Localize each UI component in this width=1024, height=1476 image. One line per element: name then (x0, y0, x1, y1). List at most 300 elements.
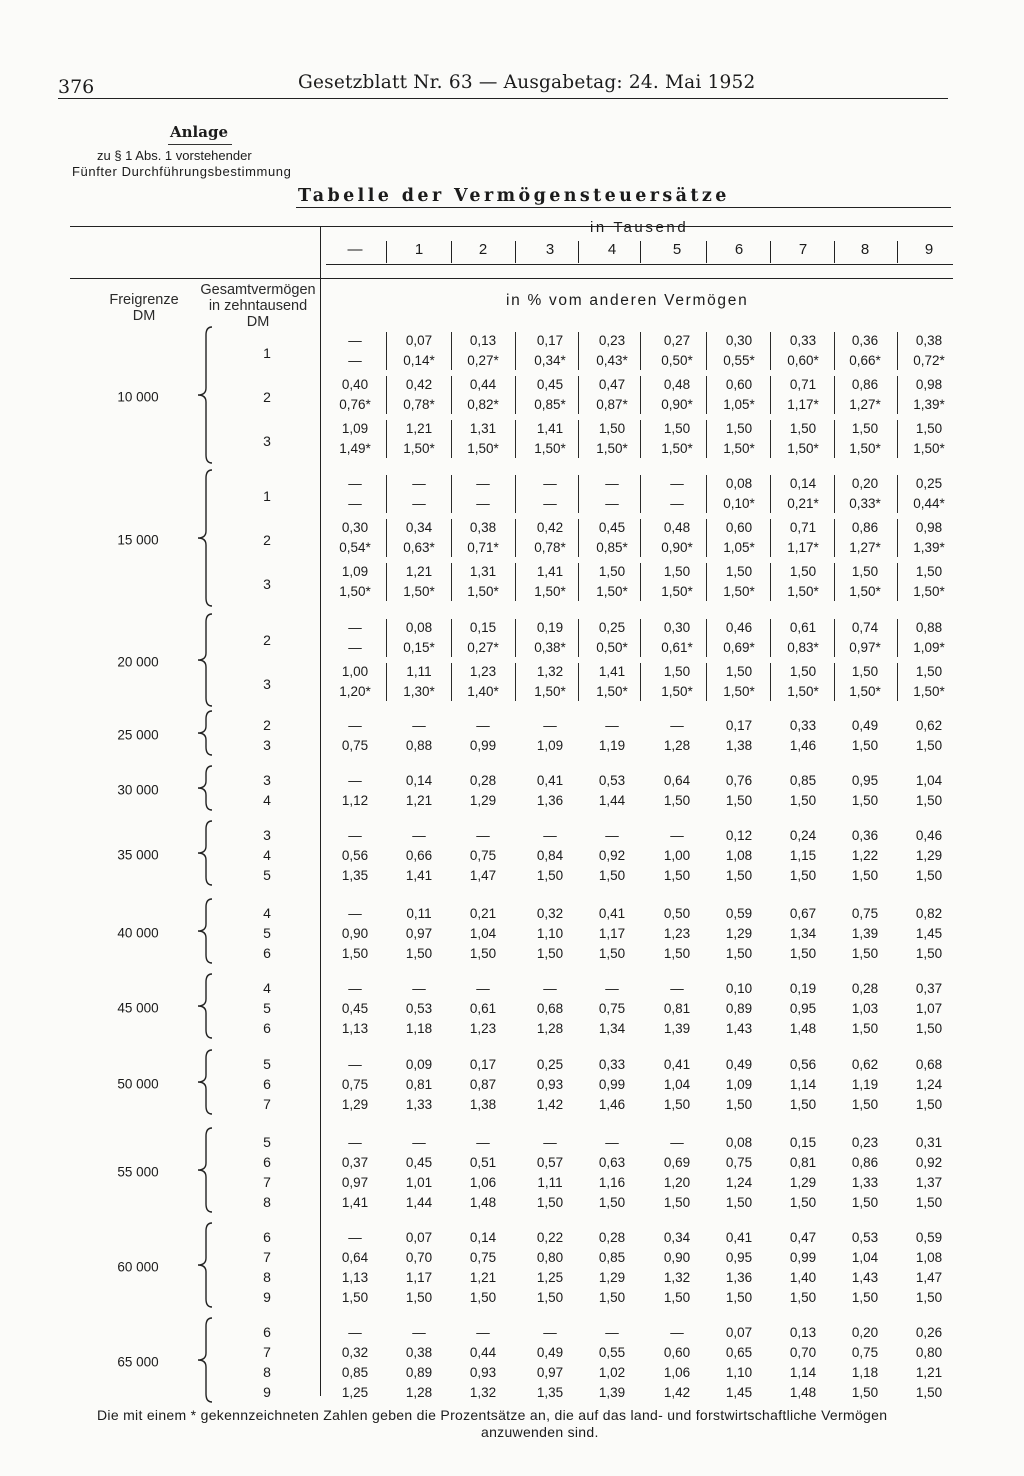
rate-cell: 1,23 (663, 926, 691, 941)
rate-value: 0,17 (536, 333, 564, 348)
rate-cell: 0,45 (405, 1155, 433, 1170)
rate-cell: 1,25 (341, 1385, 369, 1400)
rate-cell: 0,99 (789, 1250, 817, 1265)
rate-cell: 1,50 (663, 1195, 691, 1210)
gesamtvermoegen-value: 5 (263, 867, 271, 883)
gesamtvermoegen-value: 9 (263, 1384, 271, 1400)
rate-cell: 0,86 (851, 1155, 879, 1170)
rate-cell: 0,49 (851, 718, 879, 733)
rate-value: — (670, 476, 684, 491)
rate-cell: 1,17 (598, 926, 626, 941)
rate-value: 1,50 (725, 421, 753, 436)
column-header-separator (834, 241, 835, 263)
rate-cell: — (543, 828, 557, 843)
rate-cell: 1,47 (915, 1270, 943, 1285)
rate-cell: 0,93 (536, 1077, 564, 1092)
rate-cell: 0,75 (851, 906, 879, 921)
gesamtvermoegen-value: 8 (263, 1269, 271, 1285)
rate-cell: 0,90 (663, 1250, 691, 1265)
rate-cell (835, 662, 895, 702)
brace-path (198, 711, 212, 755)
rate-cell: 0,41 (663, 1057, 691, 1072)
rate-cell: 1,38 (725, 738, 753, 753)
rate-cell: 0,90 (341, 926, 369, 941)
rate-cell: 0,26 (915, 1325, 943, 1340)
rate-cell (582, 375, 642, 415)
rate-cell: 1,48 (789, 1021, 817, 1036)
rate-value: 0,78* (403, 397, 435, 412)
freigrenze-unit: DM (132, 308, 156, 324)
cell-separator (640, 420, 641, 458)
brace-path (198, 974, 212, 1038)
rate-cell: — (543, 1135, 557, 1150)
rate-cell: 1,28 (405, 1385, 433, 1400)
rate-value: 1,27* (849, 540, 881, 555)
gesamtvermoegen-value: 2 (263, 632, 271, 648)
gesamtvermoegen-value: 3 (263, 676, 271, 692)
rate-cell: 0,75 (341, 1077, 369, 1092)
rate-cell (899, 375, 959, 415)
rate-cell: — (670, 1135, 684, 1150)
brace-path (198, 1223, 212, 1307)
rate-cell: 1,42 (663, 1385, 691, 1400)
rate-cell (582, 474, 642, 514)
rate-cell (389, 562, 449, 602)
cell-separator (578, 420, 579, 458)
rate-cell: 0,25 (536, 1057, 564, 1072)
rate-value: 0,10* (723, 496, 755, 511)
rate-cell: 1,50 (915, 1021, 943, 1036)
gesamtvermoegen-value: 1 (263, 488, 271, 504)
rate-value: 0,45 (598, 520, 626, 535)
rate-cell: 1,24 (725, 1175, 753, 1190)
group-brace (192, 897, 214, 965)
rate-value: 1,50* (534, 684, 566, 699)
rate-cell: 0,80 (536, 1250, 564, 1265)
rate-cell: 0,38 (405, 1345, 433, 1360)
rate-cell: 1,50 (789, 1195, 817, 1210)
rate-cell: 0,50 (663, 906, 691, 921)
rate-cell: 1,50 (663, 946, 691, 961)
freigrenze-value: 60 000 (117, 1259, 159, 1275)
rate-cell: — (348, 1057, 362, 1072)
cell-separator (834, 563, 835, 601)
column-header: 6 (734, 241, 744, 258)
rate-cell (773, 375, 833, 415)
rate-cell: 0,11 (406, 906, 432, 921)
cell-separator (834, 663, 835, 701)
rate-cell (709, 375, 769, 415)
cell-separator (770, 619, 771, 657)
rate-value: 1,50 (915, 421, 943, 436)
rate-value: 0,61* (661, 640, 693, 655)
rate-value: 1,50 (851, 564, 879, 579)
rate-cell: 0,19 (789, 981, 817, 996)
cell-separator (834, 332, 835, 370)
cell-separator (515, 376, 516, 414)
rate-value: 0,82* (467, 397, 499, 412)
rate-cell: 1,42 (536, 1097, 564, 1112)
rate-cell: 0,99 (598, 1077, 626, 1092)
rate-cell: 1,50 (536, 1195, 564, 1210)
rate-cell: — (412, 1325, 426, 1340)
rate-cell (520, 331, 580, 371)
rate-cell (899, 562, 959, 602)
group-brace (192, 325, 214, 465)
rate-value: — (348, 620, 362, 635)
rate-cell: 1,04 (851, 1250, 879, 1265)
in-tausend-label: in Tausend (590, 219, 689, 236)
rate-cell: 1,50 (851, 793, 879, 808)
rate-value: 0,78* (534, 540, 566, 555)
gesamtvermoegen-label: Gesamtvermögen (200, 282, 316, 298)
cell-separator (770, 332, 771, 370)
freigrenze-value: 55 000 (117, 1164, 159, 1180)
cell-separator (770, 563, 771, 601)
rate-cell: 1,04 (469, 926, 497, 941)
brace-path (198, 614, 212, 706)
rate-cell (773, 331, 833, 371)
rate-value: 1,50 (663, 421, 691, 436)
brace-path (198, 766, 212, 810)
rate-value: 0,19 (536, 620, 564, 635)
cell-separator (897, 619, 898, 657)
cell-separator (515, 619, 516, 657)
cell-separator (578, 519, 579, 557)
rate-value: 0,07 (405, 333, 433, 348)
rate-value: 0,85* (596, 540, 628, 555)
rate-value: 1,41 (536, 564, 564, 579)
rate-value: 1,50 (598, 564, 626, 579)
rate-cell: 1,45 (915, 926, 943, 941)
title-rule (296, 207, 951, 208)
rate-value: 0,36 (851, 333, 879, 348)
rate-cell: 0,49 (725, 1057, 753, 1072)
rate-cell: 0,17 (469, 1057, 497, 1072)
cell-separator (770, 376, 771, 414)
rate-cell: 1,50 (851, 1385, 879, 1400)
cell-separator (515, 332, 516, 370)
rate-value: 0,27 (663, 333, 691, 348)
rate-value: 1,50 (663, 564, 691, 579)
rate-value: 0,71 (789, 520, 817, 535)
rate-cell: 0,64 (341, 1250, 369, 1265)
rate-value: 1,50* (913, 684, 945, 699)
rate-cell (389, 375, 449, 415)
rate-cell: 0,28 (598, 1230, 626, 1245)
rate-value: 1,50 (725, 664, 753, 679)
rate-cell: 0,07 (725, 1325, 753, 1340)
group-brace (192, 1221, 214, 1309)
brace-path (198, 1050, 212, 1114)
rate-value: 0,76* (339, 397, 371, 412)
rate-value: 0,87* (596, 397, 628, 412)
rate-cell (325, 331, 385, 371)
rate-cell: 0,33 (598, 1057, 626, 1072)
rate-cell: 1,50 (851, 1097, 879, 1112)
cell-separator (834, 619, 835, 657)
rate-cell: — (348, 906, 362, 921)
rate-cell (709, 618, 769, 658)
rate-cell: 0,69 (663, 1155, 691, 1170)
rate-value: 0,27* (467, 353, 499, 368)
rate-cell: 1,10 (536, 926, 564, 941)
cell-separator (451, 376, 452, 414)
rate-cell: 0,08 (725, 1135, 753, 1150)
page-number: 376 (58, 76, 95, 98)
column-header: 3 (545, 241, 555, 258)
rate-cell: 0,07 (405, 1230, 433, 1245)
rate-cell: 1,50 (789, 946, 817, 961)
rate-cell (709, 331, 769, 371)
rate-cell (582, 562, 642, 602)
group-brace (192, 1126, 214, 1214)
rate-value: 0,30 (725, 333, 753, 348)
rate-value: 1,39* (913, 397, 945, 412)
rate-value: 0,42 (536, 520, 564, 535)
rate-cell (389, 419, 449, 459)
rate-cell: 1,36 (536, 793, 564, 808)
rate-cell: 1,20 (663, 1175, 691, 1190)
rate-cell: 1,50 (725, 1195, 753, 1210)
rate-cell (453, 562, 513, 602)
rate-cell: 1,21 (915, 1365, 943, 1380)
rate-cell: 1,03 (851, 1001, 879, 1016)
cell-separator (706, 519, 707, 557)
rate-cell (520, 419, 580, 459)
rate-cell: 0,93 (469, 1365, 497, 1380)
rate-value: 1,50* (534, 584, 566, 599)
rate-value: 1,50* (339, 584, 371, 599)
rate-cell: 1,43 (725, 1021, 753, 1036)
rate-cell: 1,33 (851, 1175, 879, 1190)
rate-value: 1,32 (536, 664, 564, 679)
rate-cell: 0,67 (789, 906, 817, 921)
rate-cell: 1,40 (789, 1270, 817, 1285)
rate-value: 0,54* (339, 540, 371, 555)
rate-cell (647, 618, 707, 658)
gesamtvermoegen-value: 7 (263, 1249, 271, 1265)
brace-path (198, 1318, 212, 1402)
gesamtvermoegen-value: 8 (263, 1364, 271, 1380)
rate-value: 0,08 (725, 476, 753, 491)
annex-reference-line-1: zu § 1 Abs. 1 vorstehender (97, 148, 252, 163)
cell-separator (640, 332, 641, 370)
rate-value: 1,50 (915, 564, 943, 579)
rate-cell: 0,64 (663, 773, 691, 788)
rate-cell (773, 662, 833, 702)
rate-value: 1,09 (341, 421, 369, 436)
rate-cell: 1,12 (341, 793, 369, 808)
rate-cell: 0,32 (536, 906, 564, 921)
rate-cell: 0,20 (851, 1325, 879, 1340)
rate-cell: 1,22 (851, 848, 879, 863)
annex-title: Anlage (170, 123, 228, 141)
rate-cell: 1,19 (598, 738, 626, 753)
rate-cell (709, 518, 769, 558)
freigrenze-value: 65 000 (117, 1354, 159, 1370)
rate-cell: 0,84 (536, 848, 564, 863)
rate-value: 1,50* (661, 441, 693, 456)
rate-cell: — (476, 718, 490, 733)
rate-cell: 0,81 (789, 1155, 817, 1170)
rate-cell: 0,63 (598, 1155, 626, 1170)
rate-cell: 1,46 (789, 738, 817, 753)
rate-cell: 0,41 (536, 773, 564, 788)
rate-cell: 1,50 (341, 1290, 369, 1305)
rate-value: 0,60 (725, 377, 753, 392)
rate-value: 1,09* (913, 640, 945, 655)
column-header: 9 (924, 241, 934, 258)
rate-cell: 0,49 (536, 1345, 564, 1360)
rate-cell (647, 419, 707, 459)
rate-cell (835, 375, 895, 415)
rate-value: 1,27* (849, 397, 881, 412)
rate-cell: 0,56 (341, 848, 369, 863)
brace-path (198, 821, 212, 885)
rate-value: 0,90* (661, 397, 693, 412)
cell-separator (770, 663, 771, 701)
rate-cell (389, 474, 449, 514)
rate-cell (835, 474, 895, 514)
rate-cell: 1,50 (851, 946, 879, 961)
gesamtvermoegen-value: 3 (263, 772, 271, 788)
cell-separator (515, 519, 516, 557)
rate-cell (582, 419, 642, 459)
rate-value: 1,50 (851, 421, 879, 436)
cell-separator (770, 420, 771, 458)
rate-value: — (476, 476, 490, 491)
rate-cell: 1,11 (537, 1175, 563, 1190)
rate-cell: 1,47 (469, 868, 497, 883)
rate-cell: 0,14 (405, 773, 433, 788)
gesamtvermoegen-value: 3 (263, 576, 271, 592)
rate-cell (709, 419, 769, 459)
rate-cell: 1,29 (725, 926, 753, 941)
rate-cell: 1,04 (915, 773, 943, 788)
rate-cell: 0,82 (915, 906, 943, 921)
cell-separator (834, 519, 835, 557)
rate-cell: 0,36 (851, 828, 879, 843)
gesamtvermoegen-value: 2 (263, 389, 271, 405)
rate-cell (899, 662, 959, 702)
cell-separator (386, 420, 387, 458)
column-header-separator (578, 241, 579, 263)
rate-cell: 1,50 (598, 868, 626, 883)
cell-separator (451, 519, 452, 557)
rate-cell: 1,15 (789, 848, 817, 863)
group-brace (192, 764, 214, 812)
rate-cell: 0,41 (725, 1230, 753, 1245)
cell-separator (451, 475, 452, 513)
cell-separator (578, 663, 579, 701)
footnote (97, 1407, 977, 1441)
rate-cell: 1,39 (598, 1385, 626, 1400)
rate-value: 0,33 (789, 333, 817, 348)
rate-value: 1,50 (598, 421, 626, 436)
rate-value: 1,05* (723, 397, 755, 412)
rate-cell (773, 419, 833, 459)
rate-cell: 1,29 (789, 1175, 817, 1190)
gesamtvermoegen-value: 6 (263, 1076, 271, 1092)
rate-cell (835, 419, 895, 459)
gesamtvermoegen-value: 6 (263, 1324, 271, 1340)
rate-cell: 1,29 (341, 1097, 369, 1112)
rate-cell: 0,37 (915, 981, 943, 996)
rate-value: 1,21 (405, 421, 433, 436)
freigrenze-value: 25 000 (117, 727, 159, 743)
rate-value: 1,50* (661, 684, 693, 699)
cell-separator (770, 475, 771, 513)
rate-cell: — (348, 828, 362, 843)
rate-value: 1,50* (787, 584, 819, 599)
rate-cell: 0,75 (469, 848, 497, 863)
rate-cell (647, 518, 707, 558)
cell-separator (451, 563, 452, 601)
rate-value: 1,50 (663, 664, 691, 679)
gesamtvermoegen-value: 2 (263, 532, 271, 548)
rate-cell: 1,41 (405, 868, 433, 883)
group-brace (192, 972, 214, 1040)
rate-cell: 1,50 (789, 1290, 817, 1305)
rate-cell: 1,39 (851, 926, 879, 941)
gesamtvermoegen-value: 3 (263, 433, 271, 449)
rate-value: 0,42 (405, 377, 433, 392)
rate-value: — (670, 496, 684, 511)
rate-cell: — (605, 1135, 619, 1150)
rate-cell: — (348, 1325, 362, 1340)
rate-value: 0,25 (915, 476, 943, 491)
rate-cell: 1,50 (341, 946, 369, 961)
rate-cell: 1,24 (915, 1077, 943, 1092)
group-brace (192, 468, 214, 608)
rate-value: 1,21 (405, 564, 433, 579)
rate-cell: 1,29 (598, 1270, 626, 1285)
rate-cell: 1,46 (598, 1097, 626, 1112)
rate-cell: 1,34 (598, 1021, 626, 1036)
gesamtvermoegen-value: 4 (263, 792, 271, 808)
rate-value: 0,14* (403, 353, 435, 368)
rate-cell: 1,50 (725, 793, 753, 808)
rate-cell: 1,50 (851, 1290, 879, 1305)
table-title: Tabelle der Vermögensteuersätze (298, 186, 730, 206)
rate-cell: 1,13 (341, 1270, 369, 1285)
rate-cell: 1,35 (341, 868, 369, 883)
group-brace (192, 819, 214, 887)
rate-cell: 1,50 (915, 1097, 943, 1112)
rate-cell: — (348, 981, 362, 996)
group-brace (192, 1316, 214, 1404)
rate-cell: 1,16 (598, 1175, 626, 1190)
rate-cell: — (543, 718, 557, 733)
gesamtvermoegen-value: 4 (263, 905, 271, 921)
gesamtvermoegen-value: 7 (263, 1174, 271, 1190)
rate-cell: 1,14 (789, 1077, 817, 1092)
rate-cell: 1,48 (789, 1385, 817, 1400)
gesamtvermoegen-value: 5 (263, 1134, 271, 1150)
cell-separator (640, 376, 641, 414)
column-header-separator (706, 241, 707, 263)
rate-value: 1,11 (406, 664, 432, 679)
cell-separator (451, 420, 452, 458)
rate-cell: 1,32 (469, 1385, 497, 1400)
rate-cell: 0,12 (725, 828, 753, 843)
cell-separator (706, 619, 707, 657)
rate-cell (647, 331, 707, 371)
rate-cell: 0,95 (725, 1250, 753, 1265)
gesamtvermoegen-unit-1: in zehntausend (208, 298, 308, 314)
rate-cell (773, 618, 833, 658)
